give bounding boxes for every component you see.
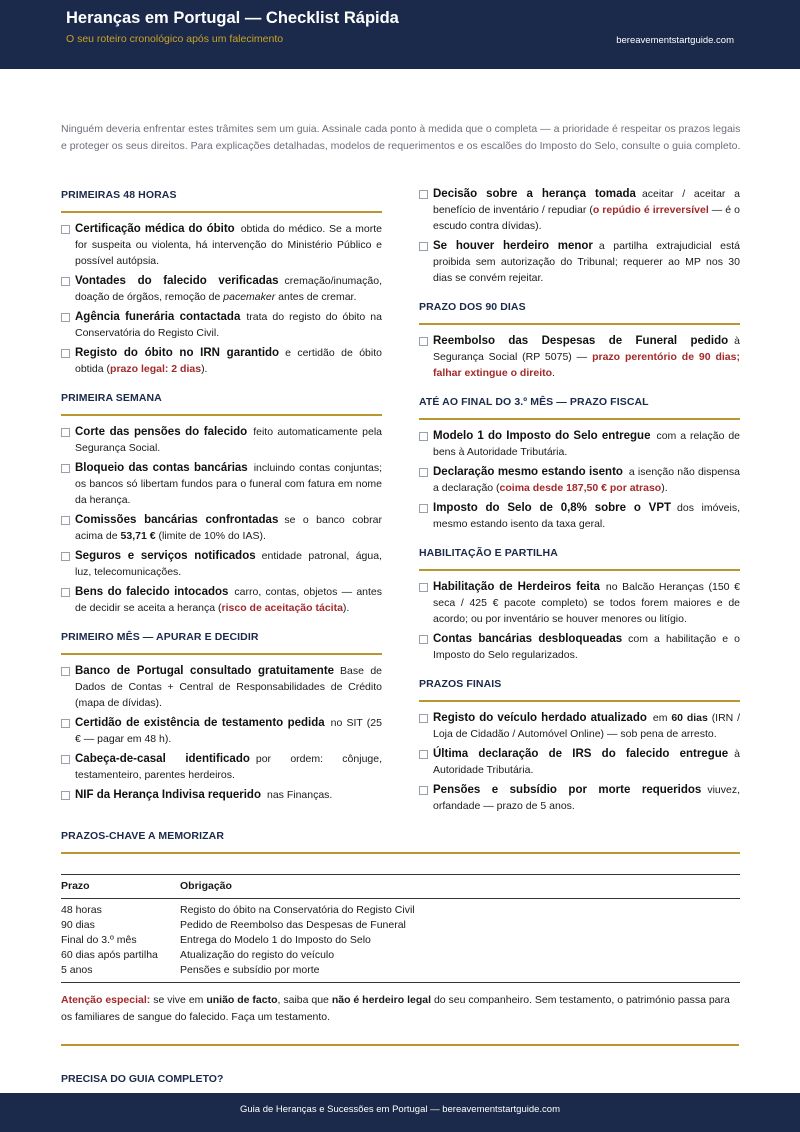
section-title: PRAZOS FINAIS <box>419 675 740 702</box>
checklist-item <box>419 782 740 814</box>
checkbox[interactable] <box>419 583 428 592</box>
table-row <box>61 963 740 983</box>
item-text: com a habilitação e o Imposto do Selo regularizados. <box>433 633 740 661</box>
table-row <box>61 933 740 948</box>
item-text: se o banco cobrar acima de <box>75 514 382 542</box>
item-text: cremação/inumação, doação de órgãos, remoção de <box>75 275 382 303</box>
checklist-item <box>61 751 382 783</box>
item-heading: Contas bancárias desbloqueadas <box>433 633 623 645</box>
item-heading: Registo do óbito no IRN garantido <box>75 347 280 359</box>
checkbox[interactable] <box>419 190 428 199</box>
checklist-item <box>419 464 740 496</box>
table-row <box>61 899 740 919</box>
item-text: (IRN / Loja de Cidadão / Automóvel Online) — sob pena de arresto. <box>433 712 741 740</box>
section-first-month-continued <box>419 186 740 286</box>
table-cell: 48 horas <box>61 904 102 916</box>
item-text: entidade patronal, água, luz, telecomunicações. <box>75 550 382 578</box>
item-heading: Imposto do Selo de 0,8% sobre o VPT <box>433 502 672 514</box>
item-text: à Segurança Social (RP 5075) — <box>433 335 740 363</box>
item-text: ). <box>201 363 208 375</box>
note-emphasis: união de facto <box>206 994 278 1006</box>
item-heading: Comissões bancárias confrontadas <box>75 514 279 526</box>
checklist-item <box>61 309 382 341</box>
table-header-row <box>61 875 740 899</box>
item-heading: Certificação médica do óbito <box>75 223 235 235</box>
column-header: Obrigação <box>180 875 740 899</box>
table-cell: Atualização do registo do veículo <box>180 949 335 961</box>
item-text: . <box>552 367 555 379</box>
checklist-item <box>419 631 740 663</box>
item-warning: risco de aceitação tácita <box>221 602 343 614</box>
item-heading: Última declaração de IRS do falecido entregue <box>433 748 729 760</box>
checkbox[interactable] <box>61 428 70 437</box>
section-third-month <box>419 393 740 532</box>
table-cell: Entrega do Modelo 1 do Imposto do Selo <box>180 934 371 946</box>
item-warning: prazo legal: 2 dias <box>110 363 202 375</box>
note-text: do seu companheiro. Sem testamento, o património passa para os familiares de sangue do falecido. Faça um testamento. <box>61 994 730 1023</box>
deadlines-table <box>61 874 740 983</box>
checklist-item <box>61 345 382 377</box>
divider <box>61 1044 739 1046</box>
checklist-item <box>61 424 382 456</box>
table-cell: Registo do óbito na Conservatória do Registo Civil <box>180 904 415 916</box>
item-heading: NIF da Herança Indivisa requerido <box>75 789 261 801</box>
table-cell: Pedido de Reembolso das Despesas de Funeral <box>180 919 406 931</box>
checkbox[interactable] <box>61 791 70 800</box>
item-heading: Decisão sobre a herança tomada <box>433 188 636 200</box>
item-heading: Corte das pensões do falecido <box>75 426 248 438</box>
checklist-item <box>419 186 740 234</box>
section-title: PRIMEIRO MÊS — APURAR E DECIDIR <box>61 628 382 655</box>
item-heading: Bens do falecido intocados <box>75 586 229 598</box>
item-heading: Pensões e subsídio por morte requeridos <box>433 784 702 796</box>
item-text: com a relação de bens à Autoridade Tributária. <box>433 430 741 458</box>
checklist-item <box>419 238 740 286</box>
item-heading: Declaração mesmo estando isento <box>433 466 623 478</box>
header-site-link[interactable]: bereavementstartguide.com <box>616 35 734 46</box>
checkbox[interactable] <box>61 349 70 358</box>
item-text: dos imóveis, mesmo estando isento da taxa geral. <box>433 502 740 530</box>
full-guide-heading: PRECISA DO GUIA COMPLETO? <box>61 1073 224 1085</box>
intro-paragraph: Ninguém deveria enfrentar estes trâmites sem um guia. Assinale cada ponto à medida que o completa — a prioridade é respeitar os prazos legais e proteger os seus direitos. Para explicações detalhadas, modelos de requerimentos e os escalões do Imposto do Selo, consulte o guia completo. <box>61 123 741 152</box>
checkbox[interactable] <box>61 755 70 764</box>
item-warning: o repúdio é irreversível <box>592 204 709 216</box>
item-text: viuvez, orfandade — prazo de 5 anos. <box>433 784 740 812</box>
item-text: ). <box>342 602 350 614</box>
section-first-48-hours <box>61 186 382 377</box>
checklist-item <box>61 460 382 508</box>
item-deadline: 60 dias <box>671 712 708 724</box>
checkbox[interactable] <box>419 786 428 795</box>
key-deadlines <box>61 827 740 983</box>
page-footer <box>0 1093 800 1132</box>
item-heading: Habilitação de Herdeiros feita <box>433 581 600 593</box>
checklist-item <box>61 221 382 269</box>
checkbox[interactable] <box>419 750 428 759</box>
item-warning: prazo perentório de 90 dias; falhar extingue o direito <box>433 351 740 379</box>
item-text: antes de cremar. <box>278 291 357 303</box>
checklist-item <box>419 500 740 532</box>
table-cell: 5 anos <box>61 964 93 976</box>
checkbox[interactable] <box>419 714 428 723</box>
item-heading: Certidão de existência de testamento pedida <box>75 717 325 729</box>
item-text: trata do registo do óbito na Conservatória do Registo Civil. <box>75 311 382 339</box>
checkbox[interactable] <box>61 516 70 525</box>
item-heading: Vontades do falecido verificadas <box>75 275 279 287</box>
checklist-item <box>61 584 382 616</box>
section-first-month <box>61 628 382 803</box>
section-final-deadlines <box>419 675 740 814</box>
left-column <box>61 186 382 815</box>
checkbox[interactable] <box>419 337 428 346</box>
section-title: ATÉ AO FINAL DO 3.º MÊS — PRAZO FISCAL <box>419 393 740 420</box>
checkbox[interactable] <box>419 432 428 441</box>
item-text: incluindo contas conjuntas; os bancos só libertam fundos para o funeral com fatura em nome da herança. <box>75 462 382 506</box>
checklist-item <box>61 787 382 803</box>
item-text: no Balcão Heranças (150 € seca / 425 € pacote completo) se todos forem maiores e de acordo; ou por inventário se houver menores ou litígio. <box>433 581 740 625</box>
page-title: Heranças em Portugal — Checklist Rápida <box>66 9 399 27</box>
checkbox[interactable] <box>419 635 428 644</box>
checklist-item <box>419 746 740 778</box>
item-text: por ordem: cônjuge, testamenteiro, parentes herdeiros. <box>75 753 383 781</box>
checkbox[interactable] <box>419 242 428 251</box>
item-text: à Autoridade Tributária. <box>433 748 740 776</box>
section-title: HABILITAÇÃO E PARTILHA <box>419 544 740 571</box>
table-cell: Pensões e subsídio por morte <box>180 964 320 976</box>
item-heading: Registo do veículo herdado atualizado <box>433 712 647 724</box>
right-column <box>419 186 740 826</box>
page-header <box>0 0 800 69</box>
item-text: nas Finanças. <box>266 789 333 801</box>
item-heading: Agência funerária contactada <box>75 311 241 323</box>
checklist-item <box>419 710 740 742</box>
item-warning: coima desde 187,50 € por atraso <box>499 482 662 494</box>
checklist-item <box>419 579 740 627</box>
checkbox[interactable] <box>61 667 70 676</box>
item-heading: Banco de Portugal consultado gratuitamente <box>75 665 335 677</box>
item-text: — é o escudo contra dívidas). <box>433 204 741 232</box>
item-heading: Reembolso das Despesas de Funeral pedido <box>433 335 729 347</box>
section-title: PRAZOS-CHAVE A MEMORIZAR <box>61 827 740 854</box>
item-heading: Bloqueio das contas bancárias <box>75 462 248 474</box>
checkbox[interactable] <box>419 468 428 477</box>
section-title: PRAZO DOS 90 DIAS <box>419 298 740 325</box>
checkbox[interactable] <box>61 552 70 561</box>
item-text: ). <box>661 482 668 494</box>
item-text: carro, contas, objetos — antes de decidir se aceita a herança ( <box>75 586 383 614</box>
item-amount: 53,71 € <box>120 530 156 542</box>
checkbox[interactable] <box>61 277 70 286</box>
section-first-week <box>61 389 382 616</box>
item-text: obtida do médico. Se a morte for suspeita ou violenta, há intervenção do Ministério Público e possível autópsia. <box>75 223 382 267</box>
note-text: , saiba que <box>277 994 329 1006</box>
note-text: se vive em <box>153 994 204 1006</box>
item-heading: Cabeça-de-casal identificado <box>75 753 250 765</box>
checkbox[interactable] <box>61 588 70 597</box>
column-header: Prazo <box>61 875 180 899</box>
item-heading: Se houver herdeiro menor <box>433 240 593 252</box>
item-text: em <box>652 712 668 724</box>
table-cell: Final do 3.º mês <box>61 934 137 946</box>
item-text: e certidão de óbito obtida ( <box>75 347 382 375</box>
checkbox[interactable] <box>61 464 70 473</box>
checklist-item <box>61 663 382 711</box>
item-text: aceitar / aceitar a benefício de inventário / repudiar ( <box>433 188 740 216</box>
footer-text[interactable]: Guia de Heranças e Sucessões em Portugal — bereavementstartguide.com <box>240 1104 560 1115</box>
checkbox[interactable] <box>61 719 70 728</box>
note-emphasis: não é herdeiro legal <box>331 994 432 1006</box>
section-90-days <box>419 298 740 381</box>
section-title: PRIMEIRA SEMANA <box>61 389 382 416</box>
section-habilitation <box>419 544 740 663</box>
item-text: feito automaticamente pela Segurança Social. <box>75 426 383 454</box>
item-text: no SIT (25 € — pagar em 48 h). <box>75 717 382 745</box>
checklist-item <box>419 333 740 381</box>
checkbox[interactable] <box>61 313 70 322</box>
checklist-item <box>61 548 382 580</box>
item-emphasis: pacemaker <box>223 291 276 303</box>
table-row <box>61 948 740 963</box>
checklist-item <box>61 512 382 544</box>
item-text: a partilha extrajudicial está proibida sem autorização do Tribunal; requerer ao MP nos 30 dias se convém rejeitar. <box>433 240 740 284</box>
table-cell: 60 dias após partilha <box>61 949 158 961</box>
checkbox[interactable] <box>419 504 428 513</box>
checklist-item <box>419 428 740 460</box>
table-row <box>61 918 740 933</box>
item-text: (limite de 10% do IAS). <box>158 530 266 542</box>
item-heading: Seguros e serviços notificados <box>75 550 256 562</box>
item-text: a isenção não dispensa a declaração ( <box>433 466 740 494</box>
page-subtitle: O seu roteiro cronológico após um falecimento <box>66 33 284 45</box>
checklist-item <box>61 715 382 747</box>
note-label: Atenção especial: <box>61 994 151 1006</box>
checkbox[interactable] <box>61 225 70 234</box>
item-text: Base de Dados de Contas + Central de Responsabilidades de Crédito (mapa de dívidas). <box>75 665 382 709</box>
section-title: PRIMEIRAS 48 HORAS <box>61 186 382 213</box>
special-attention-note <box>61 992 741 1026</box>
table-cell: 90 dias <box>61 919 95 931</box>
item-heading: Modelo 1 do Imposto do Selo entregue <box>433 430 651 442</box>
checklist-item <box>61 273 382 305</box>
